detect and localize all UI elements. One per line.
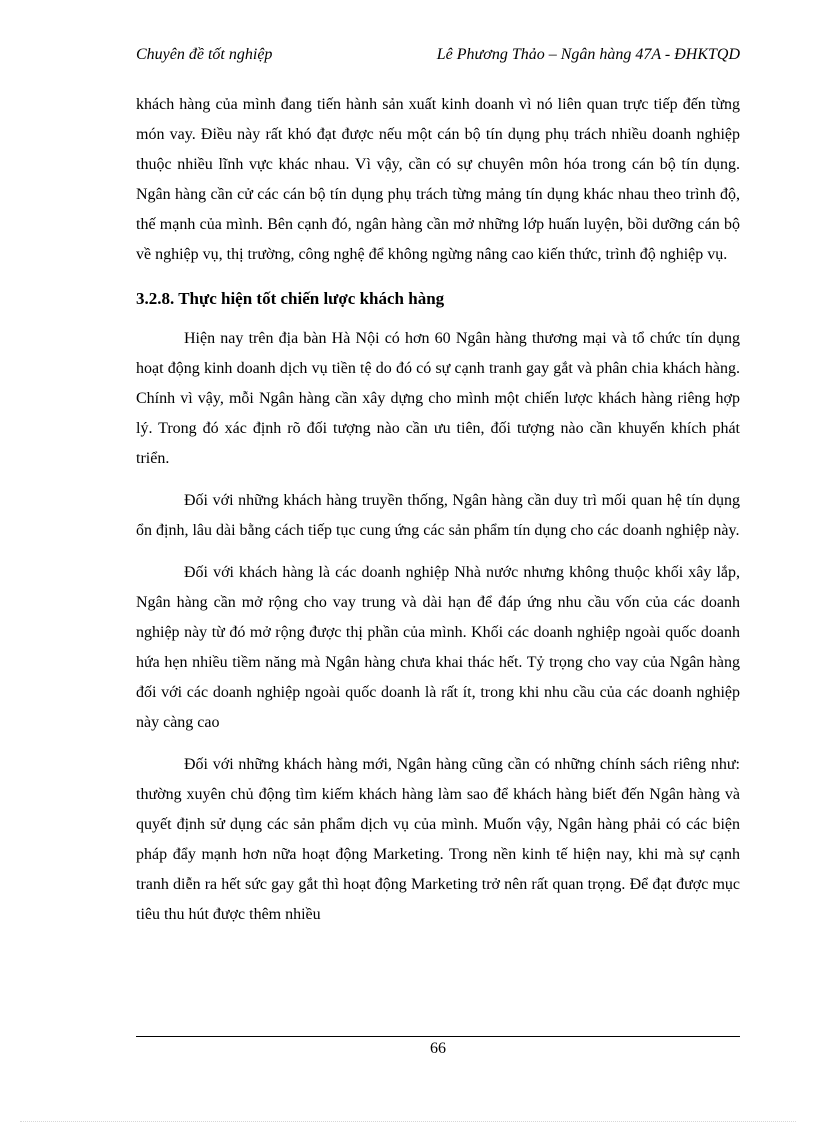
footer-divider — [136, 1036, 740, 1037]
paragraph-new-customers: Đối với những khách hàng mới, Ngân hàng cũng cần có những chính sách riêng như: thường xuyên chủ động tìm kiếm khách hàng làm sao để khách hàng biết đến Ngân hàng và quyết định sử dụng các sản phẩm dịch vụ của mình. Muốn vậy, Ngân hàng phải có các biện pháp đẩy mạnh hơn nữa hoạt động Marketing. Trong nền kinh tế hiện nay, khi mà sự cạnh tranh diễn ra hết sức gay gắt thì hoạt động Marketing trở nên rất quan trọng. Để đạt được mục tiêu thu hút được thêm nhiều — [136, 756, 740, 923]
header-document-title: Chuyên đề tốt nghiệp — [136, 46, 273, 63]
page-bottom-edge — [20, 1121, 796, 1122]
paragraph-continuation: khách hàng của mình đang tiến hành sản xuất kinh doanh vì nó liên quan trực tiếp đến từng món vay. Điều này rất khó đạt được nếu một cán bộ tín dụng phụ trách nhiều doanh nghiệp thuộc nhiều lĩnh vực khác nhau. Vì vậy, cần có sự chuyên môn hóa trong cán bộ tín dụng. Ngân hàng cần cử các cán bộ tín dụng phụ trách từng mảng tín dụng khác nhau theo trình độ, thế mạnh của mình. Bên cạnh đó, ngân hàng cần mở những lớp huấn luyện, bồi dưỡng cán bộ về nghiệp vụ, thị trường, công nghệ để không ngừng nâng cao kiến thức, trình độ nghiệp vụ. — [136, 96, 740, 263]
section-heading: 3.2.8. Thực hiện tốt chiến lược khách hàng — [136, 289, 445, 308]
paragraph-traditional-customers: Đối với những khách hàng truyền thống, Ngân hàng cần duy trì mối quan hệ tín dụng ổn định, lâu dài bằng cách tiếp tục cung ứng các sản phẩm tín dụng cho các doanh nghiệp này. — [136, 492, 740, 539]
page-number: 66 — [430, 1040, 446, 1057]
header-author-info: Lê Phương Thảo – Ngân hàng 47A - ĐHKTQD — [436, 46, 740, 63]
document-body — [136, 90, 740, 930]
paragraph-state-enterprises: Đối với khách hàng là các doanh nghiệp Nhà nước nhưng không thuộc khối xây lắp, Ngân hàng cần mở rộng cho vay trung và dài hạn để đáp ứng nhu cầu vốn của các doanh nghiệp này từ đó mở rộng được thị phần của mình. Khối các doanh nghiệp ngoài quốc doanh hứa hẹn nhiều tiềm năng mà Ngân hàng chưa khai thác hết. Tỷ trọng cho vay của Ngân hàng đối với các doanh nghiệp ngoài quốc doanh là rất ít, trong khi nhu cầu của các doanh nghiệp này càng cao — [136, 564, 740, 731]
paragraph-market-overview: Hiện nay trên địa bàn Hà Nội có hơn 60 Ngân hàng thương mại và tổ chức tín dụng hoạt động kinh doanh dịch vụ tiền tệ do đó có sự cạnh tranh gay gắt và phân chia khách hàng. Chính vì vậy, mỗi Ngân hàng cần xây dựng cho mình một chiến lược khách hàng riêng hợp lý. Trong đó xác định rõ đối tượng nào cần ưu tiên, đối tượng nào cần khuyến khích phát triển. — [136, 330, 740, 467]
page-header — [136, 46, 740, 72]
